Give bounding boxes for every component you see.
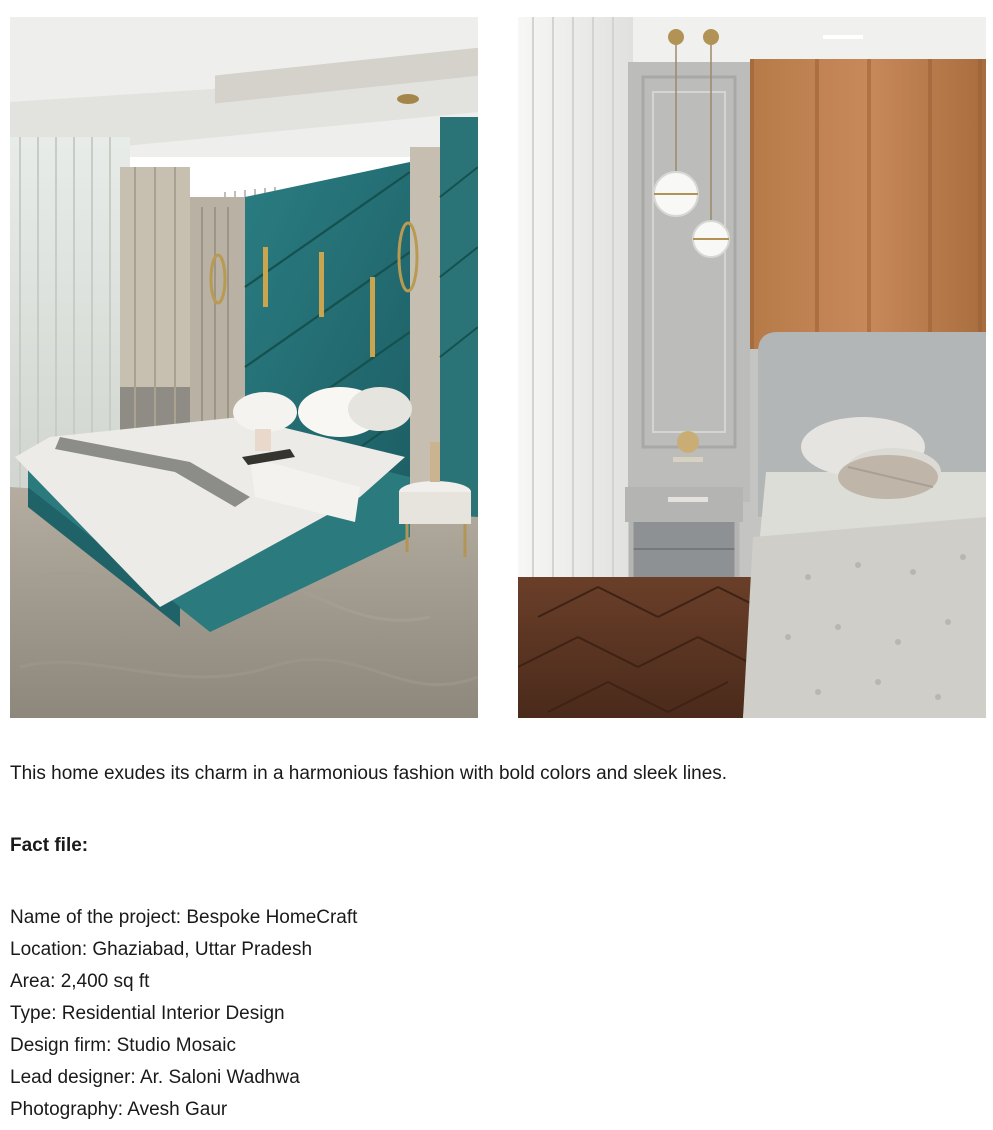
bedroom-teal-illustration <box>10 17 478 718</box>
fact-type: Type: Residential Interior Design <box>10 1003 285 1024</box>
bedroom-copper-illustration <box>518 17 986 718</box>
fact-project-name: Name of the project: Bespoke HomeCraft <box>10 907 358 928</box>
bedroom-teal-photo[interactable] <box>10 17 478 718</box>
fact-photography: Photography: Avesh Gaur <box>10 1099 228 1120</box>
article-caption: This home exudes its charm in a harmonious fashion with bold colors and sleek lines. <box>10 763 728 784</box>
fact-lead-designer: Lead designer: Ar. Saloni Wadhwa <box>10 1067 300 1088</box>
fact-file-heading: Fact file: <box>10 835 89 856</box>
bedroom-copper-photo[interactable] <box>518 17 986 718</box>
fact-file-list <box>10 902 970 1126</box>
fact-area: Area: 2,400 sq ft <box>10 971 150 992</box>
fact-location: Location: Ghaziabad, Uttar Pradesh <box>10 939 313 960</box>
fact-design-firm: Design firm: Studio Mosaic <box>10 1035 236 1056</box>
